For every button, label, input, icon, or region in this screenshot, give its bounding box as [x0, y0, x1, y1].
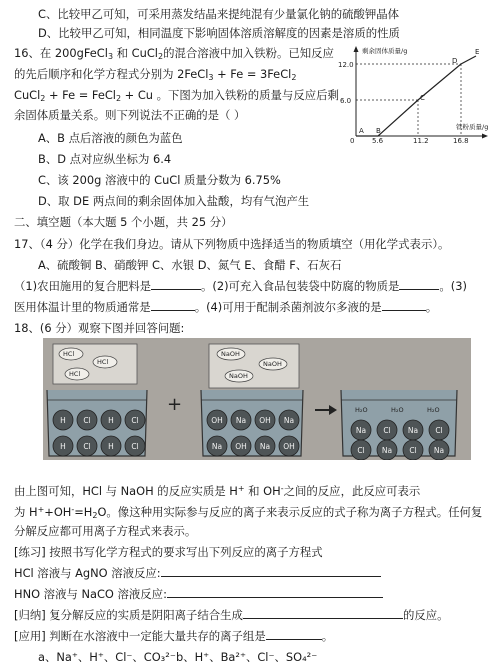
ion-label: Na [235, 416, 247, 425]
hcl-label: HCl [63, 350, 75, 358]
answer-blank[interactable] [266, 629, 322, 640]
q16-option-d: D、取 DE 两点间的剩余固体加入盐酸，均有气泡产生 [38, 194, 310, 208]
ytick-6: 6.0 [340, 97, 352, 105]
q16-line3: CuCl$_2$ + Fe = FeCl$_2$ + Cu 。下图为加入铁粉的质量与反应后剩 [14, 88, 339, 103]
ion-label: Na [407, 426, 419, 435]
answer-blank[interactable] [161, 566, 381, 577]
q17-line2: 医用体温计里的物质通常是 。(4)可用于配制杀菌剂波尔多液的是 。 [14, 300, 438, 314]
q16-line2: 的先后顺序和化学方程式分别为 2FeCl$_3$ + Fe = 3FeCl$_2$ [14, 67, 297, 82]
ion-label: Na [355, 426, 367, 435]
answer-blank[interactable] [151, 279, 201, 290]
answer-option-b: b、H⁺、Ba²⁺、Cl⁻、SO₄²⁻ [176, 650, 318, 664]
x-axis-label: 铁粉质量/g [456, 123, 489, 131]
ion-label: OH [283, 442, 295, 451]
point-d: D [452, 57, 458, 65]
iron-mass-graph [336, 44, 496, 144]
q18-stem: 18、(6 分）观察下图并回答问题: [14, 321, 185, 335]
explanation-line2: 为 $H^++OH^-=H_2O$。像这种用实际参与反应的离子来表示反应的式子称为离子方程式。任何复 [14, 505, 483, 520]
xtick-11.2: 11.2 [413, 137, 429, 144]
ion-label: Na [433, 446, 445, 455]
ion-label: Cl [409, 446, 417, 455]
ion-label: H [108, 442, 114, 451]
xtick-16.8: 16.8 [453, 137, 469, 144]
summary-line: [归纳] 复分解反应的实质是阴阳离子结合生成 的反应。 [14, 608, 449, 622]
ion-label: OH [211, 416, 223, 425]
q16-option-c: C、该 200g 溶液中的 CuCl 质量分数为 6.75% [38, 173, 281, 187]
q16-option-b: B、D 点对应纵坐标为 6.4 [38, 152, 172, 166]
water-label: H₂O [391, 406, 404, 414]
xtick-0: 0 [350, 137, 355, 144]
ion-label: Cl [83, 442, 91, 451]
naoh-label: NaOH [229, 372, 248, 380]
answer-blank[interactable] [167, 587, 383, 598]
ion-label: Cl [383, 426, 391, 435]
ion-label: OH [235, 442, 247, 451]
point-b: B [376, 127, 381, 135]
hcl-label: HCl [97, 358, 109, 366]
ion-label: Na [211, 442, 223, 451]
q17-options: A、硫酸铜 B、硝酸钾 C、水银 D、氮气 E、食醋 F、石灰石 [38, 258, 342, 272]
practice-heading: [练习] 按照书写化学方程式的要求写出下列反应的离子方程式 [14, 545, 323, 559]
water-label: H₂O [427, 406, 440, 414]
q16-line1: 16、在 200gFeCl$_3$ 和 CuCl$_2$的混合溶液中加入铁粉。已知反应 [14, 46, 334, 61]
practice-1: HCl 溶液与 AgNO 溶液反应: [14, 566, 381, 580]
application-line: [应用] 判断在水溶液中一定能大量共存的离子组是 。 [14, 629, 334, 643]
naoh-label: NaOH [263, 360, 282, 368]
ion-label: H [60, 442, 66, 451]
ion-label: Cl [83, 416, 91, 425]
point-c: C [420, 94, 425, 102]
explanation-line1: 由上图可知，HCl 与 NaOH 的反应实质是 H+ 和 OH-之间的反应，此反应可表示 [14, 484, 421, 498]
ion-label: Cl [131, 416, 139, 425]
answer-blank[interactable] [399, 279, 439, 290]
plus-sign: + [167, 394, 183, 415]
ion-label: OH [259, 416, 271, 425]
explanation-line3: 分解反应都可用离子方程式来表示。 [14, 524, 197, 538]
y-axis-arrow [354, 46, 359, 52]
ion-label: H [60, 416, 66, 425]
y-axis-label: 剩余固体质量/g [362, 47, 408, 55]
ion-label: Na [381, 446, 393, 455]
ytick-12: 12.0 [338, 61, 354, 69]
ion-label: Na [283, 416, 295, 425]
option-c-line: C、比较甲乙可知，可采用蒸发结晶来提纯混有少量氯化钠的硫酸钾晶体 [38, 7, 400, 21]
answer-blank[interactable] [382, 300, 426, 311]
option-d-line: D、比较甲乙可知，相同温度下影响固体溶质溶解度的因素是溶质的性质 [38, 26, 400, 40]
water-label: H₂O [355, 406, 368, 414]
q17-line1: （1)农田施用的复合肥料是 。(2)可充入食品包装袋中防腐的物质是 。(3) [14, 279, 467, 293]
hcl-label: HCl [69, 370, 81, 378]
ion-label: Na [259, 442, 271, 451]
practice-2: HNO 溶液与 NaCO 溶液反应: [14, 587, 383, 601]
q16-option-a: A、B 点后溶液的颜色为蓝色 [38, 131, 183, 145]
point-a: A [359, 127, 364, 135]
section-two-heading: 二、填空题（本大题 5 个小题，共 25 分） [14, 215, 233, 229]
answer-blank[interactable] [243, 608, 403, 619]
q17-stem: 17、（4 分）化学在我们身边。请从下列物质中选择适当的物质填空（用化学式表示）。 [14, 237, 450, 251]
naoh-label: NaOH [221, 350, 240, 358]
ion-label: Cl [131, 442, 139, 451]
ion-label: H [108, 416, 114, 425]
x-axis-arrow [482, 134, 488, 139]
ion-label: Cl [435, 426, 443, 435]
answer-option-a: a、Na⁺、H⁺、Cl⁻、CO₃²⁻ [38, 650, 176, 664]
point-e: E [475, 48, 480, 56]
reaction-diagram [43, 338, 471, 460]
xtick-5.6: 5.6 [372, 137, 384, 144]
ion-label: Cl [357, 446, 365, 455]
q16-line4: 余固体质量关系。则下列说法不正确的是（ ） [14, 108, 246, 122]
answer-blank[interactable] [151, 300, 195, 311]
